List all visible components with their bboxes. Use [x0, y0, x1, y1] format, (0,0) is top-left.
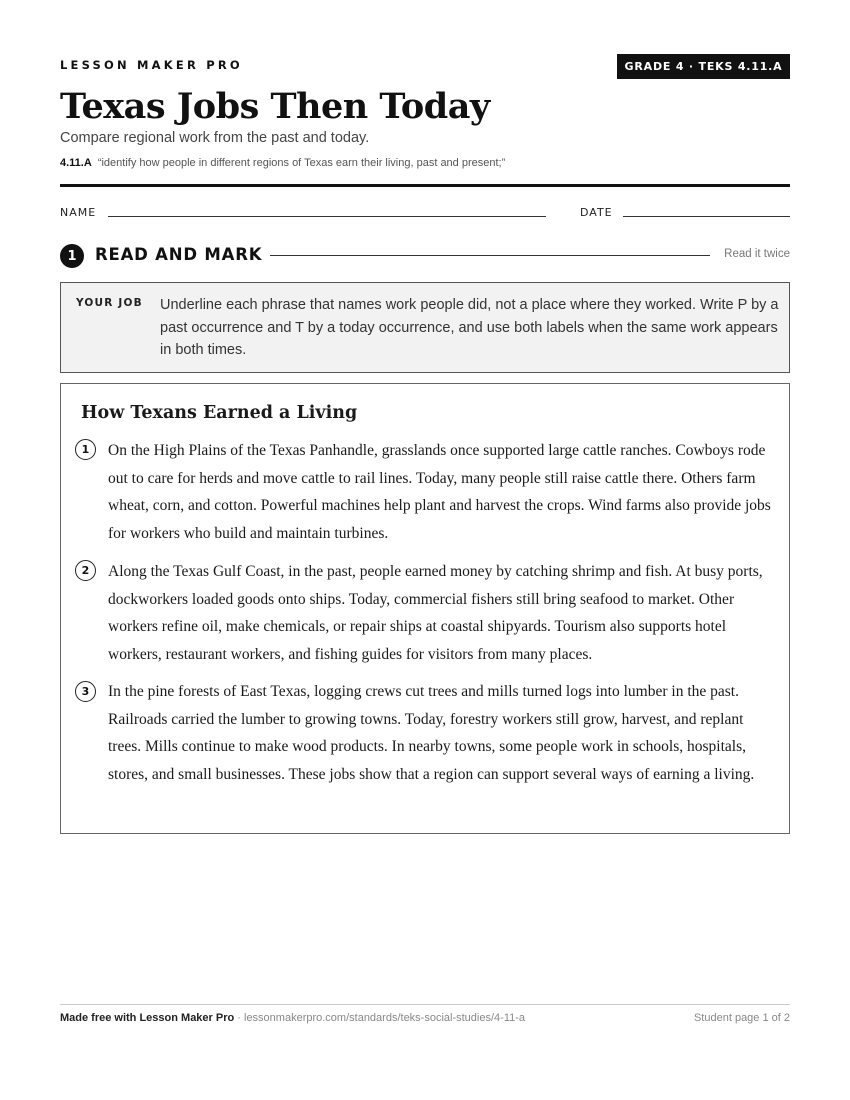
section-divider	[270, 255, 710, 256]
footer-divider	[60, 1004, 790, 1005]
footer-made-with: Made free with Lesson Maker Pro	[60, 1012, 235, 1024]
paragraph-number-2: 2	[75, 560, 96, 581]
paragraph-2: Along the Texas Gulf Coast, in the past, people earned money by catching shrimp and fish. At busy ports, dockworkers loaded goods onto ships. Today, commercial fishers still bring seafood to market. Other workers refine oil, make chemicals, or repair ships at coastal shipyards. Tourism also supports hotel workers, restaurant workers, and fishing guides for visitors from many places.	[108, 563, 763, 663]
footer-url[interactable]: · lessonmakerpro.com/standards/teks-social-studies/4-11-a	[234, 1012, 526, 1024]
paragraph-number-3: 3	[75, 681, 96, 702]
grade-badge: GRADE 4 · TEKS 4.11.A	[617, 54, 790, 79]
brand-name: LESSON MAKER PRO	[60, 58, 243, 72]
paragraph-1: On the High Plains of the Texas Panhandle, grasslands once supported large cattle ranches. Cowboys rode out to care for herds and move cattle to rail lines. Today, many people still raise cattle there. Others farm wheat, corn, and cotton. Powerful machines help plant and harvest the crops. Wind farms also provide jobs for workers who build and maintain turbines.	[108, 442, 771, 542]
header-divider	[60, 184, 790, 187]
page-subtitle: Compare regional work from the past and today.	[60, 130, 370, 146]
footer-credit	[60, 1012, 525, 1024]
name-label: NAME	[60, 206, 97, 219]
standard-code: 4.11.A	[60, 157, 92, 169]
instructions-label: YOUR JOB	[76, 297, 143, 309]
section-number-badge: 1	[60, 244, 84, 268]
section-note: Read it twice	[724, 248, 790, 260]
paragraph-3: In the pine forests of East Texas, logging crews cut trees and mills turned logs into lumber in the past. Railroads carried the lumber to growing towns. Today, forestry workers still grow, harvest, and replant trees. Mills continue to make wood products. In nearby towns, some people work in schools, hospitals, stores, and small businesses. These jobs show that a region can support several ways of earning a living.	[108, 683, 755, 783]
name-field[interactable]	[108, 216, 546, 217]
instructions-box	[60, 282, 790, 373]
paragraph-number-1: 1	[75, 439, 96, 460]
passage-title: How Texans Earned a Living	[81, 403, 358, 423]
standard-line	[60, 157, 505, 169]
standard-text: “identify how people in different regions of Texas earn their living, past and present;”	[97, 157, 506, 169]
date-label: DATE	[580, 206, 613, 219]
reading-passage	[60, 383, 790, 834]
page-title: Texas Jobs Then Today	[60, 86, 490, 127]
date-field[interactable]	[623, 216, 790, 217]
section-title: READ AND MARK	[95, 245, 263, 264]
instructions-text: Underline each phrase that names work people did, not a place where they worked. Write P by a past occurrence and T by a today occurrence, and use both labels when the same work appears in both times.	[160, 297, 779, 358]
footer-page-number: Student page 1 of 2	[693, 1012, 790, 1024]
